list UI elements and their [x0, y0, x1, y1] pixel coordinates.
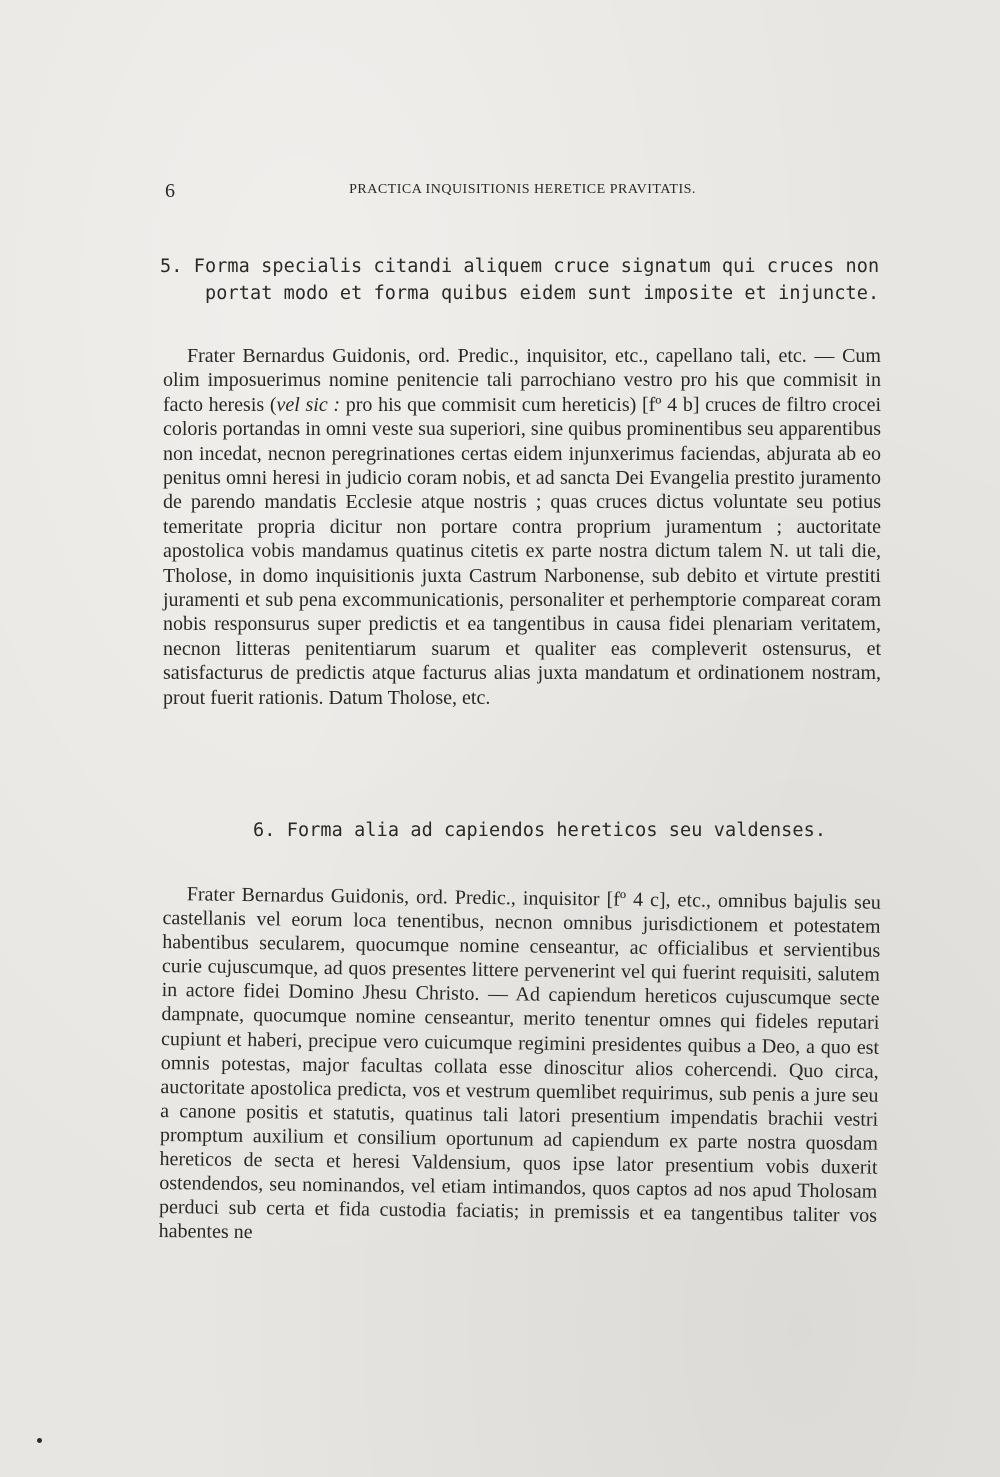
ink-spot — [37, 1438, 42, 1443]
section-5-text-after-note: pro his que commisit cum hereticis) [fº 4 b] cruces de filtro crocei coloris portandas in omni veste sua superiori, sine quibus prominentibus seu apparentibus non incedat, necnon peregrinationes certas eidem injunxerimus faciendas, abjurata ab eo penitus omni heresi in judicio coram nobis, et ad sancta Dei Evangelia prestito juramento de parendo mandatis Ecclesie atque nostris ; quas cruces dictus voluntate seu potius temeritate propria dicitur non portare contra proprium juramentum ; auctoritate apostolica vobis mandamus quatinus citetis ex parte nostra dictum talem N. ut tali die, Tholose, in domo inquisitionis juxta Castrum Narbonense, sub debito et virtute prestiti juramenti et sub pena excommunicationis, personaliter et perhemptorie compareat coram nobis responsurus super predictis et ea tangentibus in causa fidei plenariam veritatem, necnon litteras penitentiarum suarum et qualiter eas compleverit ostensurus, et satisfacturus de predictis atque facturus alias juxta mandatum et ordinationem nostram, prout fuerit rationis. Datum Tholose, etc. — [163, 393, 882, 709]
section-5-text-before-note: Frater Bernardus Guidonis, ord. Predic., inquisitor, etc., capellano tali, etc. — Cum olim imposuerimus nomine penitencie tali parrochiano vestro pro his que commisit in facto heresis ( — [163, 345, 881, 416]
section-5-heading-line-2: portat modo et forma quibus eidem sunt imposite et injuncte. — [205, 283, 880, 304]
running-title: PRACTICA INQUISITIONIS HERETICE PRAVITATIS. — [349, 182, 696, 197]
section-5-heading-line-1: 5. Forma specialis citandi aliquem cruce signatum qui cruces non — [160, 256, 880, 277]
section-5-paragraph — [163, 344, 881, 710]
section-6-paragraph: Frater Bernardus Guidonis, ord. Predic., inquisitor [fº 4 c], etc., omnibus bajulis seu castellanis vel eorum loca tenentibus, necnon omnibus jurisdictionem et potestatem habentibus secularem, quocumque nomine censeantur, ac officialibus et servientibus curie cujuscumque, ad quos presentes littere pervenerint vel qui fuerint requisiti, salutem in actore fidei Domino Jhesu Christo. — Ad capiendum hereticos cujuscumque secte dampnate, quocumque nomine censeantur, merito tenentur omnes qui fideles reputari cupiunt et haberi, precipue vero cuicumque regimini presidentes quibus a Deo, a quo est omnis potestas, major facultas collata esse dinoscitur alios cohercendi. Quo circa, auctoritate apostolica predicta, vos et vestrum quemlibet requirimus, sub penis a jure seu a canone positis et statutis, quatinus tali latori presentium impendatis brachii vestri promptum auxilium et consilium oportunum ad capiendum ex parte nostra quosdam hereticos de secta et heresi Valdensium, quos ipse lator presentium vobis duxerit ostendendos, seu nominandos, vel etiam intimandos, quos captos ad nos apud Tholosam perduci sub certa et fida custodia faciatis; in premissis et ea tangentibus taliter vos habentes ne — [158, 883, 881, 1244]
running-head — [165, 180, 880, 204]
section-5-variant-note: vel sic : — [276, 393, 341, 416]
section-5-heading — [160, 253, 880, 307]
section-6-heading: 6. Forma alia ad capiendos hereticos seu valdenses. — [253, 820, 827, 841]
page-number: 6 — [165, 180, 176, 202]
